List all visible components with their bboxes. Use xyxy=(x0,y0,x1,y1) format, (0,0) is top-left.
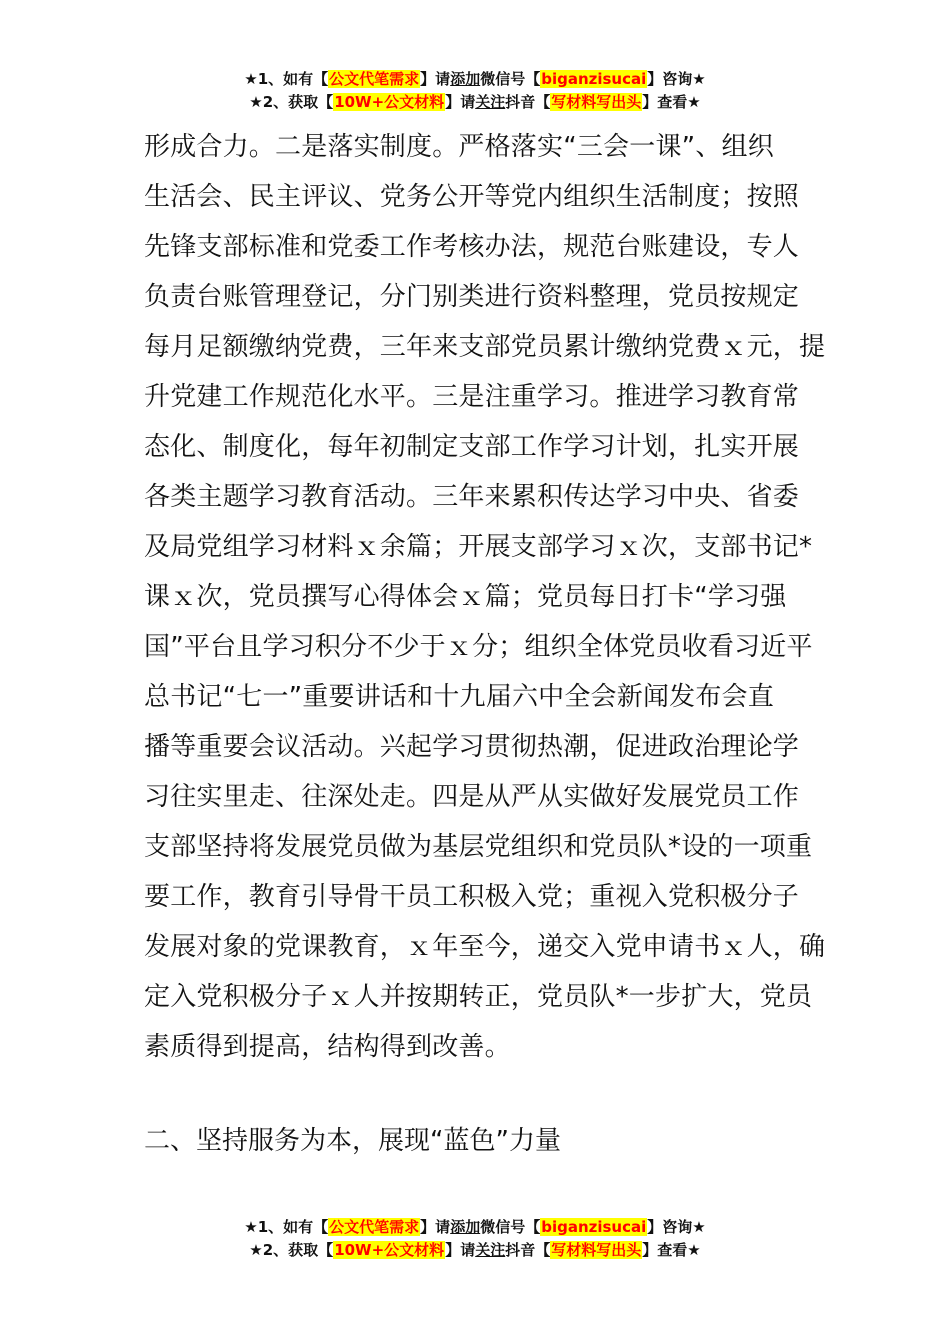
banner-text: ★2、获取【 xyxy=(249,93,334,111)
banner-underline-text: 关注 xyxy=(475,93,506,111)
body-line: 要工作，教育引导骨干员工积极入党；重视入党积极分子 xyxy=(144,882,800,912)
footer-banner xyxy=(0,1216,950,1262)
banner-text: ★1、如有【 xyxy=(244,1218,329,1236)
body-line: 及局党组学习材料ｘ余篇；开展支部学习ｘ次，支部书记* xyxy=(144,532,813,562)
banner-text: 】查看★ xyxy=(642,93,701,111)
body-line: 习往实里走、往深处走。四是从严从实做好发展党员工作 xyxy=(144,782,800,812)
banner-text: 】请 xyxy=(445,93,476,111)
banner-underline-text: 添加 xyxy=(450,1218,481,1236)
document-body xyxy=(144,122,826,1072)
body-line: 每月足额缴纳党费，三年来支部党员累计缴纳党费ｘ元，提 xyxy=(144,332,826,362)
body-line: 播等重要会议活动。兴起学习贯彻热潮，促进政治理论学 xyxy=(144,732,800,762)
section-heading: 二、坚持服务为本，展现“蓝色”力量 xyxy=(144,1126,561,1156)
banner-line-2 xyxy=(0,1239,950,1262)
highlight-wechat-id: biganzisucai xyxy=(541,70,647,88)
highlight-wechat-id: biganzisucai xyxy=(541,1218,647,1236)
highlight-douyin: 写材料写出头 xyxy=(551,93,642,111)
body-line: 态化、制度化，每年初制定支部工作学习计划，扎实开展 xyxy=(144,432,800,462)
body-line: 素质得到提高，结构得到改善。 xyxy=(144,1032,511,1062)
banner-text: 】请 xyxy=(445,1241,476,1259)
banner-line-1 xyxy=(0,68,950,91)
banner-text: 微信号【 xyxy=(480,70,541,88)
body-line: 各类主题学习教育活动。三年来累积传达学习中央、省委 xyxy=(144,482,800,512)
highlight-materials: 10W+公文材料 xyxy=(334,93,445,111)
banner-text: 抖音【 xyxy=(505,1241,551,1259)
banner-underline-text: 添加 xyxy=(450,70,481,88)
body-line: 形成合力。二是落实制度。严格落实“三会一课”、组织 xyxy=(144,132,774,162)
banner-text: ★2、获取【 xyxy=(249,1241,334,1259)
body-line: 发展对象的党课教育，ｘ年至今，递交入党申请书ｘ人，确 xyxy=(144,932,826,962)
highlight-service: 公文代笔需求 xyxy=(329,1218,420,1236)
banner-text: 微信号【 xyxy=(480,1218,541,1236)
highlight-service: 公文代笔需求 xyxy=(329,70,420,88)
body-line: 定入党积极分子ｘ人并按期转正，党员队*一步扩大，党员 xyxy=(144,982,813,1012)
banner-text: 】请 xyxy=(420,1218,451,1236)
banner-line-1 xyxy=(0,1216,950,1239)
highlight-materials: 10W+公文材料 xyxy=(334,1241,445,1259)
banner-text: 】查看★ xyxy=(642,1241,701,1259)
body-line: 升党建工作规范化水平。三是注重学习。推进学习教育常 xyxy=(144,382,800,412)
banner-underline-text: 关注 xyxy=(475,1241,506,1259)
banner-text: 】咨询★ xyxy=(647,70,706,88)
highlight-douyin: 写材料写出头 xyxy=(551,1241,642,1259)
body-line: 总书记“七一”重要讲话和十九届六中全会新闻发布会直 xyxy=(144,682,774,712)
banner-text: 】请 xyxy=(420,70,451,88)
banner-line-2 xyxy=(0,91,950,114)
header-banner xyxy=(0,68,950,114)
body-line: 国”平台且学习积分不少于ｘ分；组织全体党员收看习近平 xyxy=(144,632,813,662)
body-line: 生活会、民主评议、党务公开等党内组织生活制度；按照 xyxy=(144,182,800,212)
body-line: 负责台账管理登记，分门别类进行资料整理，党员按规定 xyxy=(144,282,800,312)
banner-text: 抖音【 xyxy=(505,93,551,111)
banner-text: ★1、如有【 xyxy=(244,70,329,88)
body-line: 先锋支部标准和党委工作考核办法，规范台账建设，专人 xyxy=(144,232,800,262)
banner-text: 】咨询★ xyxy=(647,1218,706,1236)
body-line: 支部坚持将发展党员做为基层党组织和党员队*设的一项重 xyxy=(144,832,813,862)
body-line: 课ｘ次，党员撰写心得体会ｘ篇；党员每日打卡“学习强 xyxy=(144,582,787,612)
